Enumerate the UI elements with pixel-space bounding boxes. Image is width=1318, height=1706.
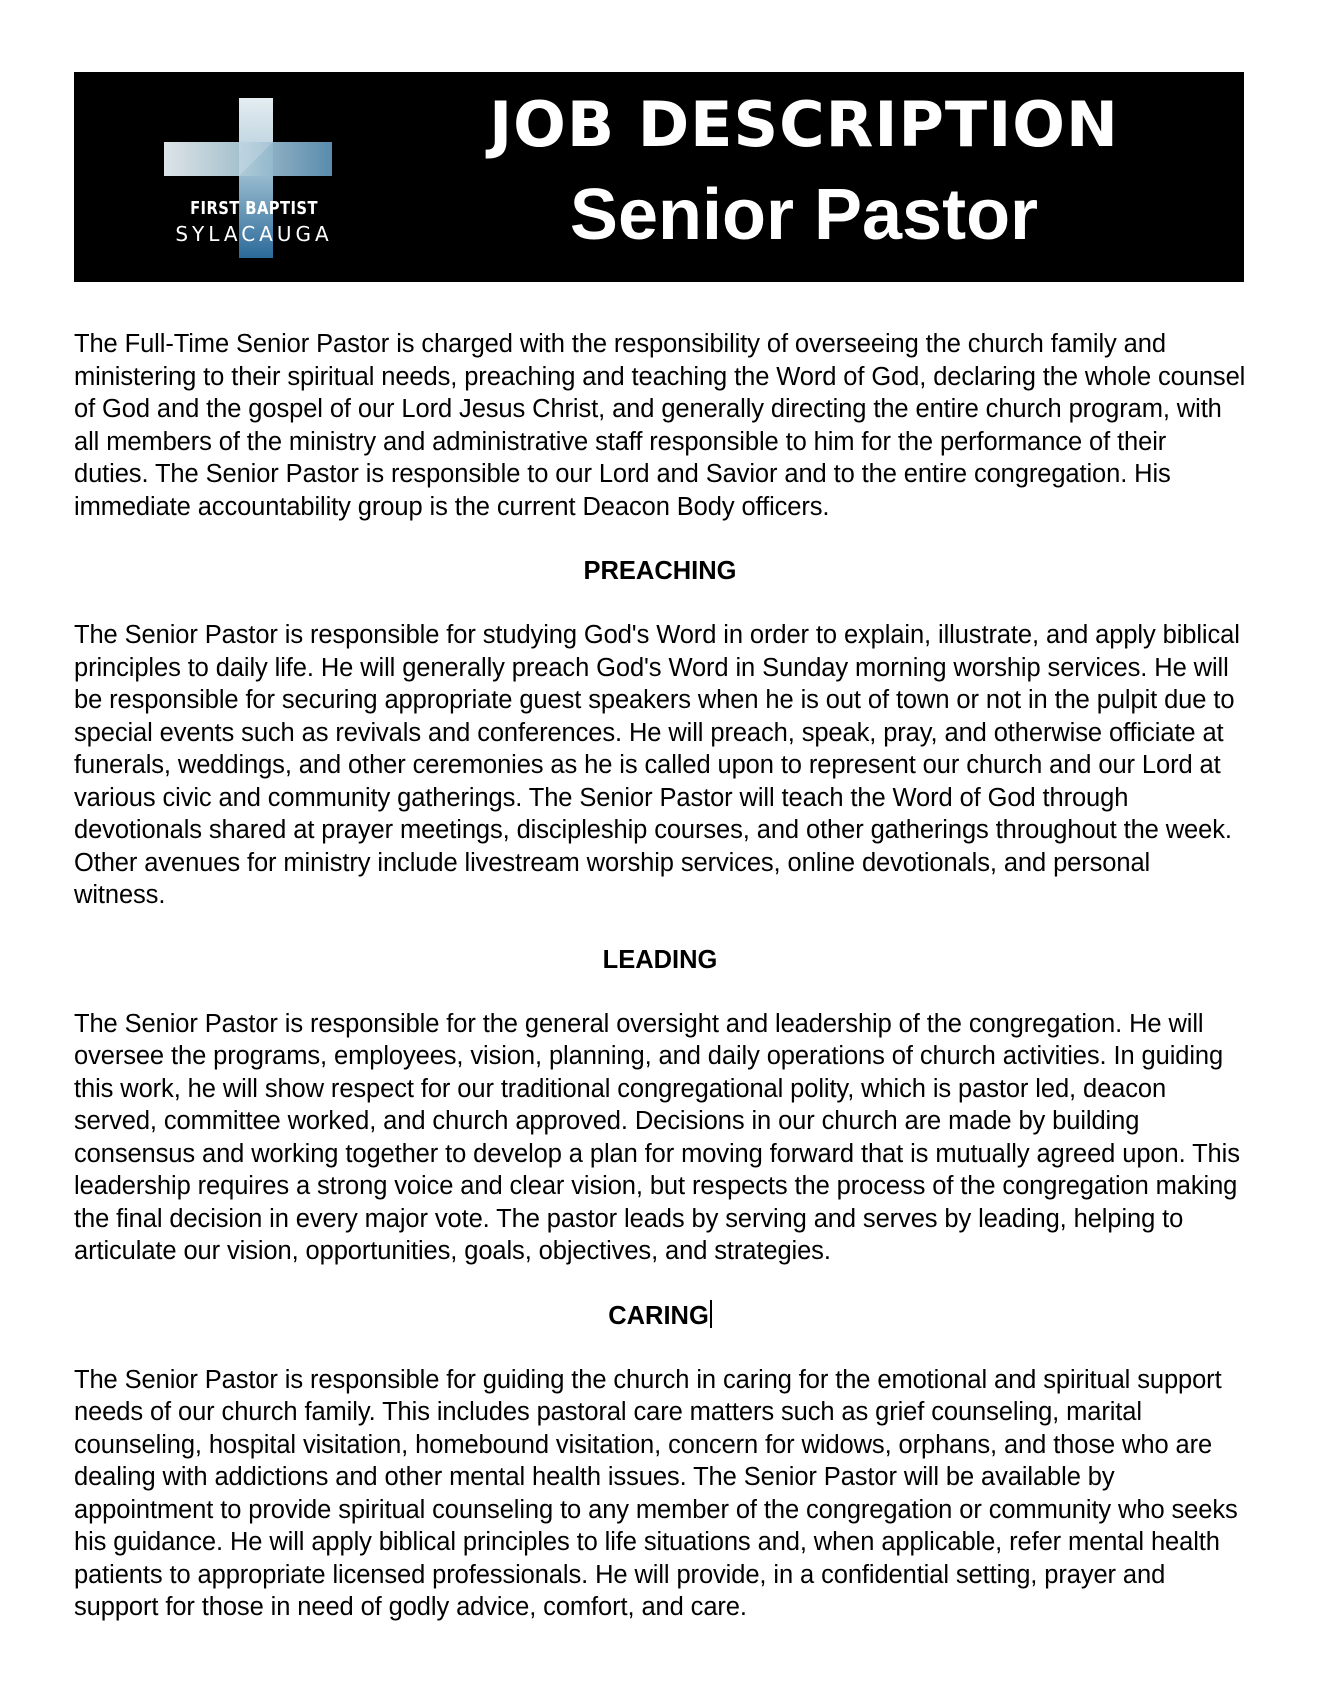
logo-text-sylacauga: SYLACAUGA <box>175 222 333 246</box>
document-body <box>74 328 1246 1624</box>
section-body-preaching: The Senior Pastor is responsible for studying God's Word in order to explain, illustrate, and apply biblical principles to daily life. He will generally preach God's Word in Sunday morning worship services. He will be responsible for securing appropriate guest speakers when he is out of town or not in the pulpit due to special events such as revivals and conferences. He will preach, speak, pray, and otherwise officiate at funerals, weddings, and other ceremonies as he is called upon to represent our church and our Lord at various civic and community gatherings. The Senior Pastor will teach the Word of God through devotionals shared at prayer meetings, discipleship courses, and other gatherings throughout the week. Other avenues for ministry include livestream worship services, online devotionals, and personal witness. <box>74 621 1240 909</box>
church-logo <box>144 98 364 258</box>
header-banner <box>74 72 1244 282</box>
section-body-caring: The Senior Pastor is responsible for guiding the church in caring for the emotional and spiritual support needs of our church family. This includes pastoral care matters such as grief counseling, marital counseling, hospital visitation, homebound visitation, concern for widows, orphans, and those who are dealing with addictions and other mental health issues. The Senior Pastor will be available by appointment to provide spiritual counseling to any member of the congregation or community who seeks his guidance. He will apply biblical principles to life situations and, when applicable, refer mental health patients to appropriate licensed professionals. He will provide, in a confidential setting, prayer and support for those in need of godly advice, comfort, and care. <box>74 1365 1238 1621</box>
section-heading-caring-text: CARING <box>608 1301 709 1330</box>
intro-paragraph: The Full-Time Senior Pastor is charged with the responsibility of overseeing the church family and ministering to their spiritual needs, preaching and teaching the Word of God, declaring the whole counsel of God and the gospel of our Lord Jesus Christ, and generally directing the entire church program, with all members of the ministry and administrative staff responsible to him for the performance of their duties. The Senior Pastor is responsible to our Lord and Savior and to the entire congregation. His immediate accountability group is the current Deacon Body officers. <box>74 330 1246 521</box>
page-subtitle: Senior Pastor <box>569 175 1039 255</box>
section-heading-caring[interactable] <box>74 1300 1246 1332</box>
section-body-leading: The Senior Pastor is responsible for the general oversight and leadership of the congregation. He will oversee the programs, employees, vision, planning, and daily operations of church activities. In guiding this work, he will show respect for our traditional congregational polity, which is pastor led, deacon served, committee worked, and church approved. Decisions in our church are made by building consensus and working together to develop a plan for moving forward that is mutually agreed upon. This leadership requires a strong voice and clear vision, but respects the process of the congregation making the final decision in every major vote. The pastor leads by serving and serves by leading, helping to articulate our vision, opportunities, goals, objectives, and strategies. <box>74 1009 1240 1265</box>
text-cursor <box>710 1300 712 1328</box>
section-heading-preaching: PREACHING <box>583 557 737 585</box>
page-title: JOB DESCRIPTION <box>489 88 1119 161</box>
logo-text-first-baptist: FIRST BAPTIST <box>190 198 318 219</box>
section-heading-leading: LEADING <box>602 945 718 974</box>
